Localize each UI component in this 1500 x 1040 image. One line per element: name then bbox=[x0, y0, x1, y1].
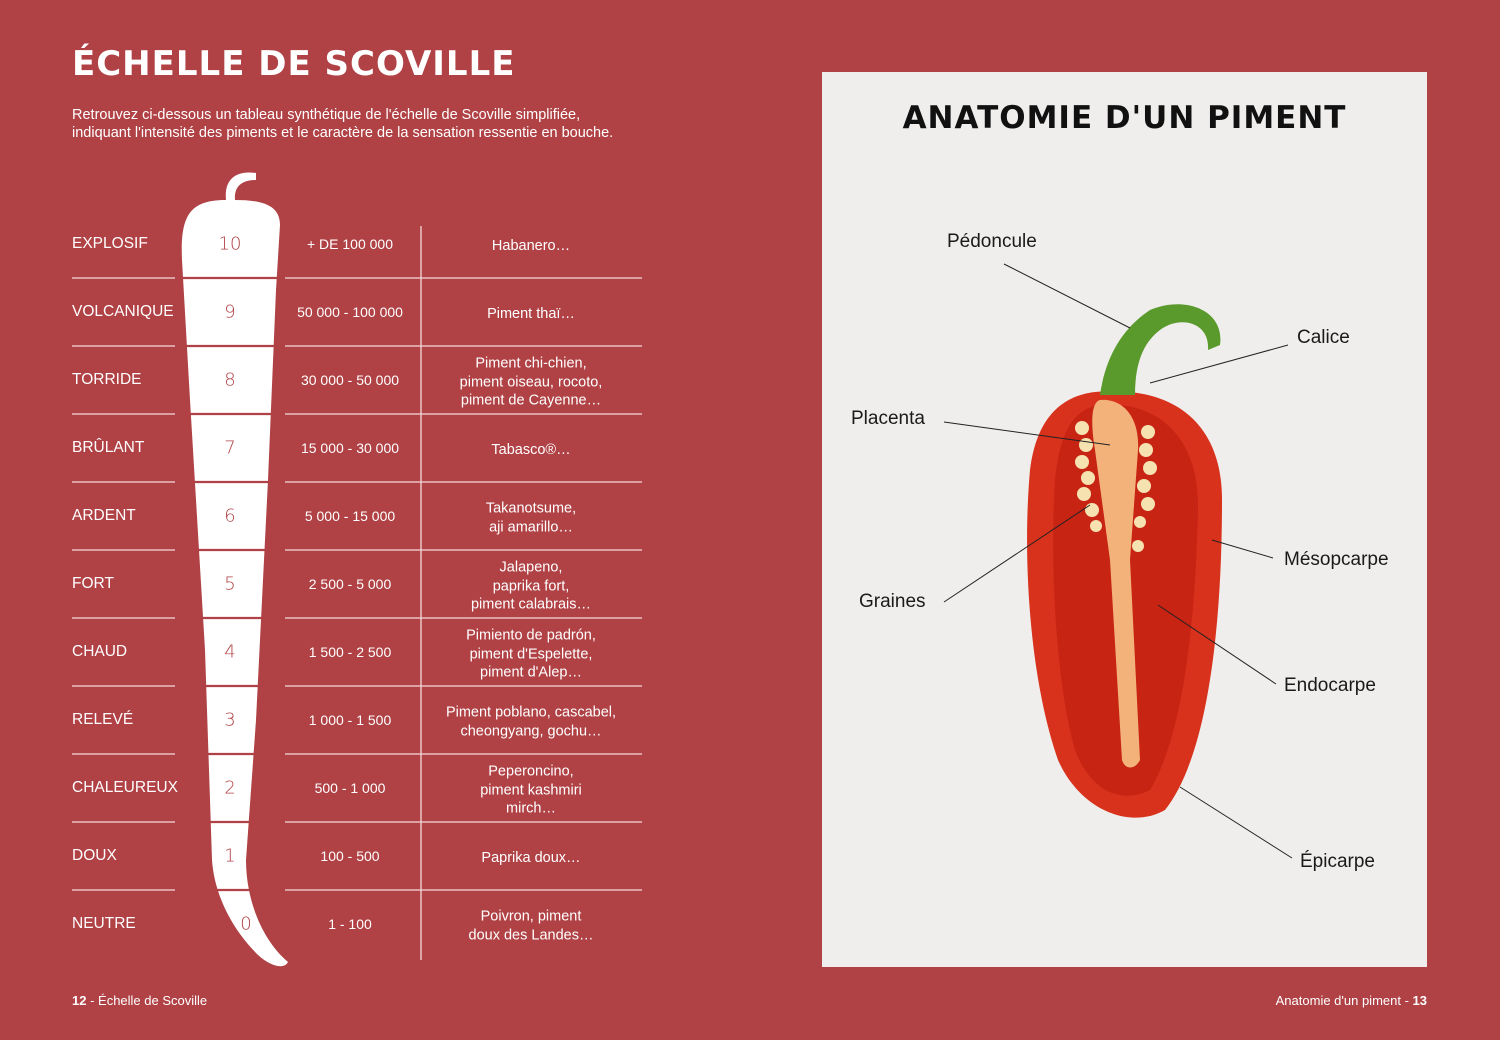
row-label: DOUX bbox=[72, 847, 117, 864]
example-line: doux des Landes… bbox=[468, 927, 594, 943]
heat-level: 1 bbox=[224, 845, 236, 867]
pepper-examples bbox=[424, 354, 638, 410]
label-mesocarpe: Mésopcarpe bbox=[1284, 549, 1389, 570]
scoville-range: 15 000 - 30 000 bbox=[300, 440, 400, 456]
anatomy-title: ANATOMIE D'UN PIMENT bbox=[902, 100, 1347, 136]
example-line: piment kashmiri bbox=[480, 781, 582, 798]
example-line: paprika fort, bbox=[492, 577, 570, 594]
pepper-examples bbox=[424, 237, 638, 256]
pepper-examples bbox=[424, 441, 638, 460]
example-line: piment d'Alep… bbox=[480, 664, 582, 681]
pepper-illustration bbox=[822, 72, 1427, 967]
example-line: aji amarillo… bbox=[489, 519, 573, 535]
footer-left: 12 - Échelle de Scoville bbox=[72, 993, 208, 1008]
heat-level: 10 bbox=[218, 233, 242, 255]
row-label: BRÛLANT bbox=[72, 439, 145, 456]
pepper-examples bbox=[424, 908, 638, 945]
row-label: CHAUD bbox=[72, 643, 128, 660]
heat-level: 2 bbox=[224, 777, 236, 799]
pepper-examples bbox=[424, 762, 638, 818]
pepper-examples bbox=[424, 305, 638, 324]
heat-level: 5 bbox=[224, 573, 236, 595]
example-line: piment oiseau, rocoto, bbox=[459, 373, 603, 390]
label-placenta: Placenta bbox=[851, 408, 925, 429]
row-label: ARDENT bbox=[72, 507, 136, 524]
footer-right: Anatomie d'un piment - 13 bbox=[1275, 993, 1427, 1008]
heat-level: 0 bbox=[240, 913, 252, 935]
label-epicarpe: Épicarpe bbox=[1300, 851, 1375, 872]
row-label: RELEVÉ bbox=[72, 711, 134, 728]
pepper-examples bbox=[424, 558, 638, 614]
heat-level: 9 bbox=[224, 301, 236, 323]
row-label: TORRIDE bbox=[72, 371, 142, 388]
example-line: piment calabrais… bbox=[470, 596, 592, 613]
example-line: Piment chi-chien, bbox=[475, 355, 587, 372]
row-label: VOLCANIQUE bbox=[72, 303, 174, 320]
page-title: ÉCHELLE DE SCOVILLE bbox=[72, 44, 516, 84]
row-label: FORT bbox=[72, 575, 114, 592]
scoville-range: 1 - 100 bbox=[328, 916, 372, 932]
scoville-range: 30 000 - 50 000 bbox=[300, 372, 400, 388]
example-line: Piment poblano, cascabel, bbox=[445, 704, 617, 721]
heat-level: 7 bbox=[224, 437, 236, 459]
example-line: Tabasco®… bbox=[491, 441, 571, 458]
pepper-examples bbox=[424, 626, 638, 682]
scoville-range: 50 000 - 100 000 bbox=[297, 304, 403, 320]
scoville-range: 2 500 - 5 000 bbox=[308, 576, 392, 592]
scoville-range: 5 000 - 15 000 bbox=[304, 508, 396, 524]
example-line: Takanotsume, bbox=[485, 500, 577, 517]
heat-level: 6 bbox=[224, 505, 236, 527]
example-line: piment d'Espelette, bbox=[469, 645, 593, 662]
pepper-examples bbox=[424, 500, 638, 537]
example-line: Pimiento de padrón, bbox=[466, 627, 596, 644]
example-line: Peperoncino, bbox=[488, 763, 574, 780]
example-line: Piment thaï… bbox=[487, 305, 575, 322]
scoville-range: 1 000 - 1 500 bbox=[308, 712, 392, 728]
example-line: cheongyang, gochu… bbox=[460, 723, 602, 739]
scoville-range: 1 500 - 2 500 bbox=[308, 644, 392, 660]
heat-level: 3 bbox=[224, 709, 236, 731]
label-graines: Graines bbox=[859, 591, 926, 612]
example-line: Poivron, piment bbox=[480, 908, 582, 925]
heat-level: 8 bbox=[224, 369, 236, 391]
example-line: piment de Cayenne… bbox=[460, 392, 602, 409]
pepper-stem bbox=[1100, 304, 1220, 395]
label-calice: Calice bbox=[1297, 327, 1350, 348]
label-endocarpe: Endocarpe bbox=[1284, 675, 1376, 696]
scoville-range: + DE 100 000 bbox=[306, 236, 393, 252]
example-line: Jalapeno, bbox=[499, 559, 563, 576]
pepper-examples bbox=[424, 849, 638, 868]
label-pedoncule: Pédoncule bbox=[947, 231, 1037, 252]
pepper-examples bbox=[424, 704, 638, 741]
intro-line: indiquant l'intensité des piments et le caractère de la sensation ressentie en bouche. bbox=[72, 125, 614, 141]
example-line: mirch… bbox=[506, 800, 556, 817]
row-label: EXPLOSIF bbox=[72, 235, 148, 252]
row-label: CHALEUREUX bbox=[72, 779, 178, 796]
scoville-range: 500 - 1 000 bbox=[314, 780, 386, 796]
row-label: NEUTRE bbox=[72, 915, 136, 932]
example-line: Habanero… bbox=[491, 237, 571, 254]
intro-line: Retrouvez ci-dessous un tableau synthétique de l'échelle de Scoville simplifiée, bbox=[72, 107, 581, 123]
heat-level: 4 bbox=[224, 641, 236, 663]
example-line: Paprika doux… bbox=[481, 849, 581, 866]
scoville-range: 100 - 500 bbox=[320, 848, 380, 864]
